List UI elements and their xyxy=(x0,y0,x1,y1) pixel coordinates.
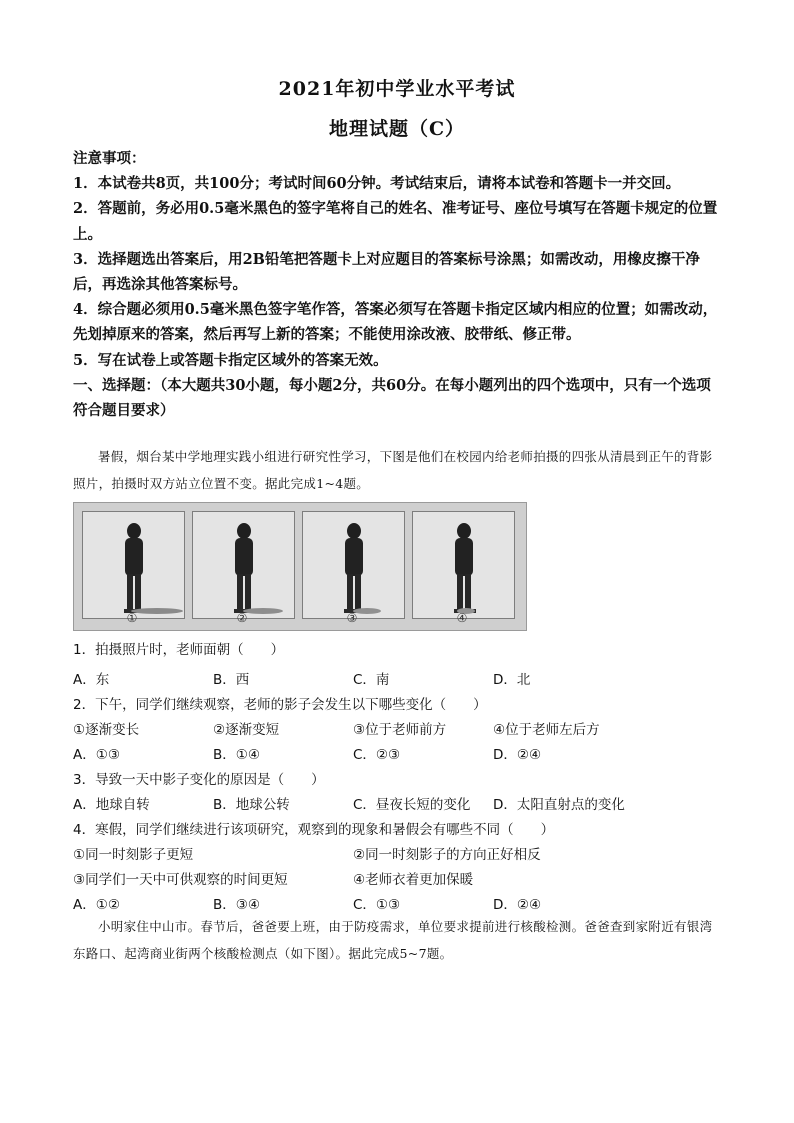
photo-panel-2 xyxy=(192,511,295,619)
question-2-stem: 2．下午，同学们继续观察，老师的影子会发生以下哪些变化（ ） xyxy=(73,697,487,713)
statement: ①同一时刻影子更短 xyxy=(73,847,194,863)
photo-panel-1 xyxy=(82,511,185,619)
teacher-silhouette-icon xyxy=(119,522,149,614)
question-3-stem: 3．导致一天中影子变化的原因是（ ） xyxy=(73,772,325,788)
option: B．①④ xyxy=(213,747,260,763)
teacher-silhouette-icon xyxy=(449,522,479,614)
teacher-silhouette-icon xyxy=(339,522,369,614)
instruction-item: 4．综合题必须用0.5毫米黑色签字笔作答，答案必须写在答题卡指定区域内相应的位置；如需改动，先划掉原来的答案，然后再写上新的答案；不能使用涂改液、胶带纸、修正带。 xyxy=(73,301,718,344)
statement: ①逐渐变长 xyxy=(73,722,140,738)
section-heading: 一、选择题：（本大题共30小题，每小题2分，共60分。在每小题列出的四个选项中，只有一个选项符合题目要求） xyxy=(73,376,711,420)
shadow-photos-figure xyxy=(73,502,527,631)
option: C．①③ xyxy=(353,897,401,913)
photo-panel-4 xyxy=(412,511,515,619)
statement: ②同一时刻影子的方向正好相反 xyxy=(353,847,541,863)
option: D．太阳直射点的变化 xyxy=(493,797,625,813)
instruction-item: 1．本试卷共8页，共100分；考试时间60分钟。考试结束后，请将本试卷和答题卡一并交回。 xyxy=(73,175,681,193)
passage-1: 暑假，烟台某中学地理实践小组进行研究性学习，下图是他们在校园内给老师拍摄的四张从清晨到正午的背影照片，拍摄时双方站立位置不变。据此完成1~4题。 xyxy=(73,449,713,491)
panel-label: ② xyxy=(236,611,248,625)
option: B．西 xyxy=(213,672,250,688)
statement: ③同学们一天中可供观察的时间更短 xyxy=(73,872,288,888)
option: A．地球自转 xyxy=(73,797,150,813)
option: D．北 xyxy=(493,672,531,688)
option: C．②③ xyxy=(353,747,401,763)
statement: ④位于老师左后方 xyxy=(493,722,600,738)
option: C．昼夜长短的变化 xyxy=(353,797,471,813)
panel-label: ① xyxy=(126,611,138,625)
exam-subtitle: 地理试题（C） xyxy=(328,118,466,140)
statement: ③位于老师前方 xyxy=(353,722,447,738)
instructions-heading: 注意事项： xyxy=(73,150,146,167)
question-4-stem: 4．寒假，同学们继续进行该项研究，观察到的现象和暑假会有哪些不同（ ） xyxy=(73,822,555,838)
statement: ④老师衣着更加保暖 xyxy=(353,872,474,888)
option: A．东 xyxy=(73,672,110,688)
panel-label: ③ xyxy=(346,611,358,625)
instruction-item: 3．选择题选出答案后，用2B铅笔把答题卡上对应题目的答案标号涂黑；如需改动，用橡皮擦干净后，再选涂其他答案标号。 xyxy=(73,250,700,294)
option: C．南 xyxy=(353,672,390,688)
panel-label: ④ xyxy=(456,611,468,625)
passage-2: 小明家住中山市。春节后，爸爸要上班，由于防疫需求，单位要求提前进行核酸检测。爸爸查到家附近有银湾东路口、起湾商业街两个核酸检测点（如下图）。据此完成5~7题。 xyxy=(73,919,713,961)
teacher-silhouette-icon xyxy=(229,522,259,614)
option: B．③④ xyxy=(213,897,260,913)
instructions xyxy=(73,146,725,423)
option: B．地球公转 xyxy=(213,797,290,813)
instruction-item: 2．答题前，务必用0.5毫米黑色的签字笔将自己的姓名、准考证号、座位号填写在答题卡规定的位置上。 xyxy=(73,200,718,243)
statement: ②逐渐变短 xyxy=(213,722,280,738)
option: A．①③ xyxy=(73,747,120,763)
option: A．①② xyxy=(73,897,120,913)
exam-title: 2021年初中学业水平考试 xyxy=(278,78,516,100)
option: D．②④ xyxy=(493,747,542,763)
question-1-stem: 1．拍摄照片时，老师面朝（ ） xyxy=(73,642,285,658)
photo-panel-3 xyxy=(302,511,405,619)
option: D．②④ xyxy=(493,897,542,913)
instruction-item: 5．写在试卷上或答题卡指定区域外的答案无效。 xyxy=(73,351,388,369)
